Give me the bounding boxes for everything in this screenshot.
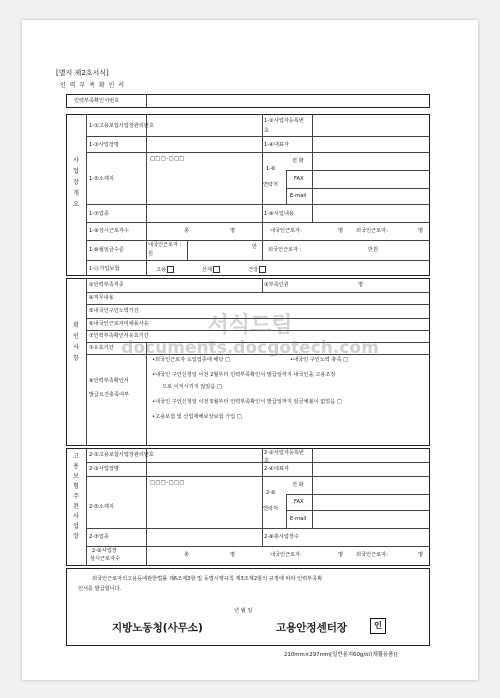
watermark-url: documents.docgotech.com [121,338,379,358]
main-zip-placeholder: □□□-□□□ [150,480,185,486]
main-workers-foreign-unit: 명 [418,552,424,558]
rep-label: 1-④대표자 [264,142,289,148]
condition-insurance: •고용보험 및 산업재해보상보험 가입 □ [152,414,242,420]
issue-req-label-2: 발급요건충족여부 [89,392,130,398]
cert-number-box [66,94,430,108]
main-workers-domestic: 내국인근로자: [270,552,302,558]
workers-label: 1-⑨상시근로자수 [89,228,129,234]
center-head: 고용안정센터장 [276,622,348,634]
section-main-workplace [66,448,430,566]
biz-no-label: 1-②사업자등록번 [264,118,304,124]
workers-foreign-unit: 명 [418,228,424,234]
insurance-employment: 고용 [156,266,174,274]
paper-spec: 210mm×297mm[일반용지60g/㎡(재활용품)] [284,652,398,658]
address-label: 1-⑤소재지 [89,176,114,182]
workers-domestic: 내국인근로자: [270,228,302,234]
issuance-text: 외국인근로자의고용등에관한법률 제6조제3항 및 동법시행규칙 제3조제2항의 규정에 따라 인력부족확 [92,576,323,582]
workers-foreign: 외국인근로자: [356,228,388,234]
form-page [22,20,478,680]
main-workers-total-unit: 명 [230,552,236,558]
wage-foreign-unit: 만원 [368,247,379,253]
contact-label-2: 연락처 [263,182,279,188]
business-label: 1-⑧사업내용 [264,211,294,217]
section-confirmation-title: 확인사항 [73,322,79,362]
duty-label: ④직무내용 [89,295,114,301]
main-workers-label: 2-⑨사업장 [92,548,117,554]
main-contact-label-2: 연락처 [263,506,279,512]
contact-label: 1-⑥ [266,166,276,172]
wage-foreign: 외국인근로자 : [268,247,302,253]
main-name-label: 2-③사업장명 [89,466,119,472]
condition-no-dismissal: •내국인 구인신청일 이전 2월부터 인력부족확인서 발급일까지 내국인을 고용조정 [152,372,336,378]
workers-total: 총 [184,228,190,234]
condition-no-wage-arrears: •내국인 구인신청일 이전 5월부터 인력부족확인서 발급일까지 임금체불이 없었음 □ [152,399,342,405]
main-workers-label-2: 상시근로자수 [90,556,121,562]
watermark-title: 서식드림 [207,313,293,338]
expiry-label: ⑦인력부족확인서유효기간 [89,333,149,339]
main-biz-no-label: 2-②사업자등록번 [264,450,304,456]
insurance-accident: 산재 [202,266,220,274]
main-industry-label: 2-⑦업종 [89,534,109,540]
biz-no-label-2: 호 [264,128,270,134]
email-label: E-mail [290,193,307,199]
wage-unit-b: 원 [148,251,154,257]
industry-label: 1-⑦업종 [89,211,109,217]
job-label: ②인력부족직종 [89,282,124,288]
insurance-health-checkbox[interactable] [259,266,266,273]
tel-label: 전 화 [292,158,304,164]
insurance-accident-checkbox[interactable] [213,266,220,273]
zip-placeholder: □□□-□□□ [150,156,185,162]
period-label: ⑤내국인구인노력기간 [89,308,139,314]
seal-mark: 인 [370,618,386,634]
issue-date: 년 월 일 [234,608,253,614]
main-biz-no-label-2: 호 [264,458,270,464]
main-tel-label: 전 화 [292,482,304,488]
main-fax-label: FAX [294,499,304,505]
section-main-workplace-title: 고용보험주된사업장 [73,453,79,540]
shortage-unit: 명 [358,282,364,288]
shortage-label: ③부족인원 [264,282,289,288]
issuance-text-2: 인서를 발급합니다. [78,586,122,592]
main-workers-total: 총 [184,552,190,558]
main-reg-label: 2-①고용보험사업장관리번호 [89,452,154,458]
insurance-health: 건강 [248,266,266,274]
workers-domestic-unit: 명 [338,228,344,234]
insurance-employment-checkbox[interactable] [167,266,174,273]
condition-recruit: •내국인 구인노력 충족 □ [290,357,349,363]
wage-domestic: 내국인근로자 : [148,242,182,248]
wage-unit-a: 만 [252,244,258,250]
section-business-overview-title: 사업장개요 [73,157,79,208]
main-total-workers-label: 2-⑧총사업장수 [264,534,299,540]
expiry-label-2: ⑦유효기간 [89,345,114,351]
cert-number-label: 인력부족확인서번호 [74,98,120,104]
condition-industry: •외국인근로자 도입업종에 해당 □ [152,357,231,363]
condition-no-dismissal-2: 으로 이직시키지 않았음 □ [162,384,222,390]
form-title: 인 력 부 족 확 인 서 [60,82,126,89]
reason-label: ⑥내국인근로자미채용사유 [89,321,149,327]
issuing-office: 지방노동청(사무소) [112,622,203,634]
insurance-label: 1-⑪가입보험 [89,266,120,272]
workers-total-unit: 명 [230,228,236,234]
main-workers-foreign: 외국인근로자: [356,552,388,558]
wage-label: 1-⑩월임금수준 [89,247,124,253]
main-contact-label: 2-⑥ [266,490,276,496]
form-number: [별지 제2호서식] [56,69,109,77]
main-rep-label: 2-④대표자 [264,466,289,472]
main-workers-domestic-unit: 명 [338,552,344,558]
biz-reg-label: 1-①고용보험사업장관리번호 [89,123,154,129]
issue-req-label: ⑧인력부족확인서 [89,378,129,384]
biz-name-label: 1-③사업장명 [89,142,119,148]
main-address-label: 2-⑤소재지 [89,504,114,510]
fax-label: FAX [294,176,304,182]
main-email-label: E-mail [290,516,307,522]
